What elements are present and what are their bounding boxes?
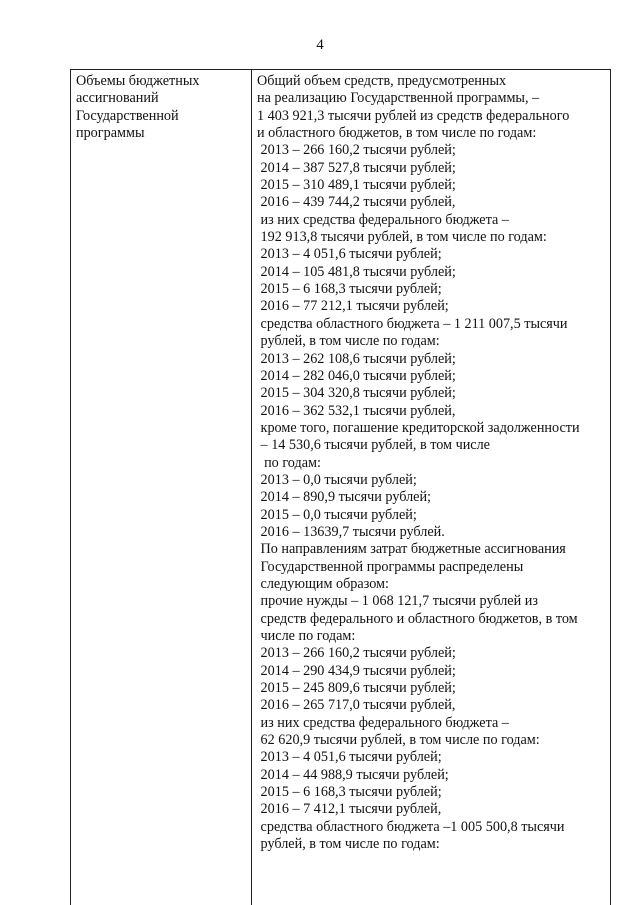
budget-table [70, 69, 611, 905]
column-divider [251, 70, 252, 905]
content-text-line: рублей, в том числе по годам: [257, 333, 440, 350]
content-text-line: 2015 – 310 489,1 тысячи рублей; [257, 177, 456, 194]
header-text-line: Объемы бюджетных [76, 73, 200, 89]
content-text-line: 2014 – 105 481,8 тысячи рублей; [257, 263, 456, 280]
content-text-line: 2013 – 4 051,6 тысячи рублей; [257, 246, 442, 263]
content-text-line: средств федерального и областного бюджетов, в том [257, 610, 578, 627]
content-text-line: 2014 – 890,9 тысячи рублей; [257, 489, 431, 506]
content-text-line: 2013 – 262 108,6 тысячи рублей; [257, 350, 456, 367]
content-text-line: 2016 – 7 412,1 тысячи рублей, [257, 801, 442, 818]
content-text-line: 2016 – 362 532,1 тысячи рублей, [257, 402, 456, 419]
content-text-line: 2014 – 290 434,9 тысячи рублей; [257, 662, 456, 679]
content-text-line: следующим образом: [257, 575, 389, 592]
header-text-line: Государственной [76, 107, 179, 124]
content-text-line: 2013 – 266 160,2 тысячи рублей; [257, 645, 456, 662]
row-content-cell [257, 73, 607, 853]
content-text-line: – 14 530,6 тысячи рублей, в том числе [257, 437, 490, 454]
content-text-line: По направлениям затрат бюджетные ассигнования [257, 541, 566, 558]
content-text-line: 2014 – 387 527,8 тысячи рублей; [257, 159, 456, 176]
header-text-line: программы [76, 125, 145, 142]
content-text-line: 2015 – 6 168,3 тысячи рублей; [257, 784, 442, 801]
content-text-line: 2015 – 304 320,8 тысячи рублей; [257, 385, 456, 402]
content-text-line: из них средства федерального бюджета – [257, 714, 509, 731]
content-text-line: средства областного бюджета –1 005 500,8 тысячи [257, 818, 565, 835]
content-text-line: рублей, в том числе по годам: [257, 836, 440, 853]
content-text-line: 192 913,8 тысячи рублей, в том числе по годам: [257, 229, 547, 246]
content-text-line: из них средства федерального бюджета – [257, 211, 509, 228]
content-text-line: 2016 – 265 717,0 тысячи рублей, [257, 697, 456, 714]
content-text-line: 2015 – 0,0 тысячи рублей; [257, 506, 417, 523]
content-text-line: 2013 – 266 160,2 тысячи рублей; [257, 142, 456, 159]
content-text-line: кроме того, погашение кредиторской задолженности [257, 419, 580, 436]
content-text-line: 2013 – 0,0 тысячи рублей; [257, 471, 417, 488]
content-text-line: 2013 – 4 051,6 тысячи рублей; [257, 749, 442, 766]
content-text-line: 62 620,9 тысячи рублей, в том числе по годам: [257, 732, 540, 749]
content-text-line: по годам: [257, 454, 321, 471]
content-text-line: средства областного бюджета – 1 211 007,5 тысячи [257, 315, 568, 332]
content-text-line: Государственной программы распределены [257, 558, 524, 575]
page-number: 4 [316, 37, 324, 53]
content-text-line: 2016 – 13639,7 тысячи рублей. [257, 523, 445, 540]
row-header-cell [76, 73, 248, 143]
content-text-line: 2014 – 282 046,0 тысячи рублей; [257, 367, 456, 384]
content-text-line: 2015 – 6 168,3 тысячи рублей; [257, 281, 442, 298]
content-text-line: прочие нужды – 1 068 121,7 тысячи рублей из [257, 593, 538, 610]
content-text-line: Общий объем средств, предусмотренных [257, 73, 507, 89]
content-text-line: числе по годам: [257, 628, 356, 644]
content-text-line: 2016 – 439 744,2 тысячи рублей, [257, 194, 456, 211]
content-text-line: 1 403 921,3 тысячи рублей из средств федерального [257, 107, 570, 124]
content-text-line: 2015 – 245 809,6 тысячи рублей; [257, 680, 456, 697]
content-text-line: 2016 – 77 212,1 тысячи рублей; [257, 298, 449, 315]
content-text-line: и областного бюджетов, в том числе по годам: [257, 125, 537, 142]
content-text-line: на реализацию Государственной программы, – [257, 90, 540, 107]
content-text-line: 2014 – 44 988,9 тысячи рублей; [257, 766, 449, 783]
header-text-line: ассигнований [76, 90, 159, 107]
